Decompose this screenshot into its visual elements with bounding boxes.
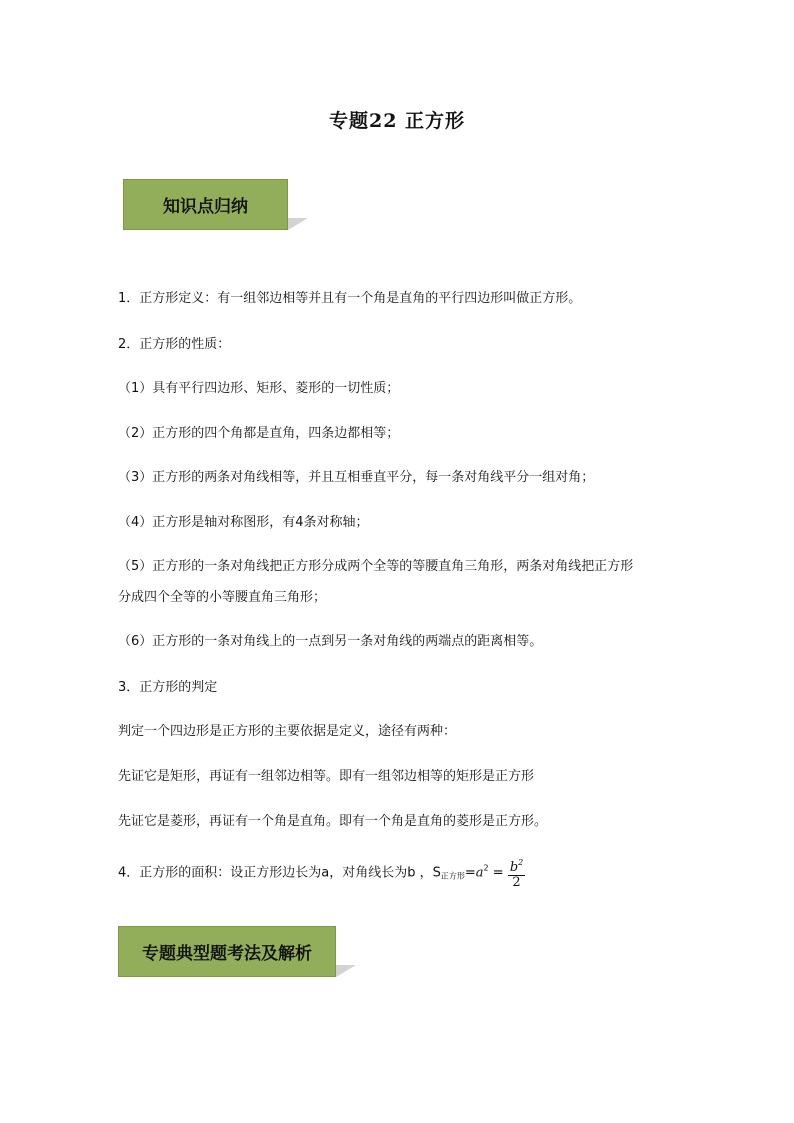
numerator-exponent: 2: [518, 858, 524, 867]
text-line: （4）正方形是轴对称图形，有4条对称轴；: [118, 515, 369, 530]
text-line: 先证它是矩形，再证有一组邻边相等。即有一组邻边相等的矩形是正方形: [118, 769, 535, 784]
text-line: （3）正方形的两条对角线相等，并且互相垂直平分，每一条对角线平分一组对角；: [118, 470, 595, 485]
text-line: 分成四个全等的小等腰直角三角形；: [118, 590, 327, 605]
fraction: [508, 856, 525, 890]
numerator: [508, 856, 525, 876]
banner-tail: [288, 218, 308, 230]
banner-box: [123, 179, 288, 230]
text-line: （2）正方形的四个角都是直角，四条边都相等；: [118, 426, 400, 441]
equals-sign: =: [464, 865, 476, 881]
section-banner-knowledge: [123, 179, 308, 230]
exponent: 2: [483, 863, 489, 873]
text-line: 先证它是菱形，再证有一个角是直角。即有一个角是直角的菱形是正方形。: [118, 814, 548, 829]
section-banner-examples: [118, 926, 356, 977]
text-line: （6）正方形的一条对角线上的一点到另一条对角线的两端点的距离相等。: [118, 634, 543, 649]
page-title: 专题22 正方形: [328, 110, 466, 132]
area-formula-line: [118, 856, 525, 890]
var-b: b: [509, 860, 519, 875]
area-text: 4．正方形的面积：设正方形边长为a，对角线长为b ，S: [118, 865, 441, 881]
text-line: 2．正方形的性质：: [118, 337, 231, 352]
text-line: （1）具有平行四边形、矩形、菱形的一切性质；: [118, 381, 400, 396]
text-line: 3．正方形的判定: [118, 680, 218, 695]
text-line: 判定一个四边形是正方形的主要依据是定义，途径有两种：: [118, 724, 457, 739]
area-subscript: 正方形: [440, 871, 465, 881]
banner-label: 知识点归纳: [163, 197, 248, 217]
text-line: （5）正方形的一条对角线把正方形分成两个全等的等腰直角三角形，两条对角线把正方形: [118, 559, 634, 574]
banner-box: [118, 926, 336, 977]
denominator: 2: [512, 875, 521, 890]
var-a: a: [475, 865, 484, 881]
equals-sign-2: =: [492, 865, 504, 881]
banner-label: 专题典型题考法及解析: [142, 944, 312, 964]
banner-tail: [336, 965, 356, 977]
text-line: 1．正方形定义：有一组邻边相等并且有一个角是直角的平行四边形叫做正方形。: [118, 291, 582, 306]
